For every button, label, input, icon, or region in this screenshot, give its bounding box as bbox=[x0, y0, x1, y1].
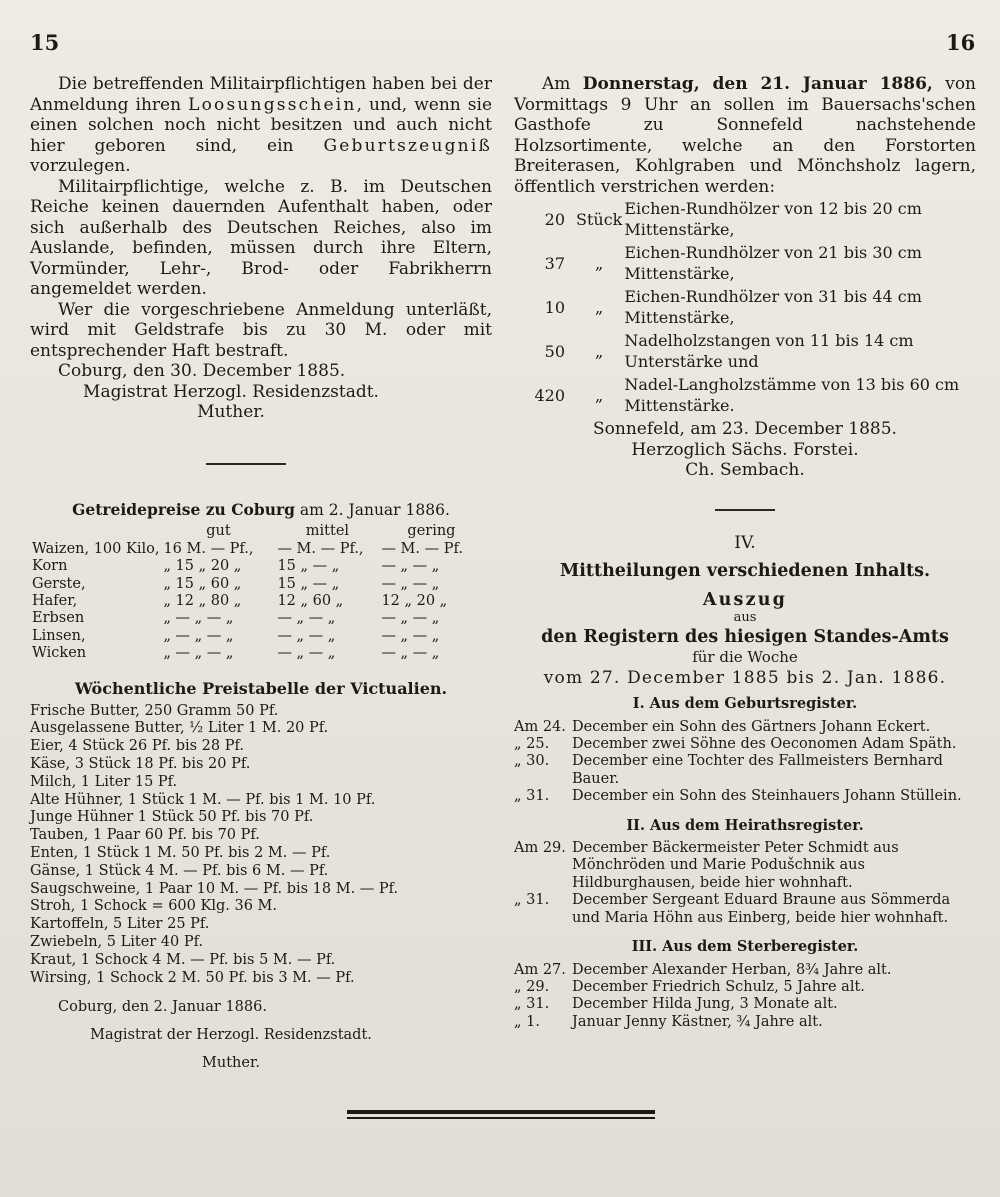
list-item bbox=[514, 788, 976, 805]
list-item: Tauben, 1 Paar 60 Pf. bis 70 Pf. bbox=[30, 827, 260, 844]
grain-price-mittel: — „ — „ bbox=[277, 610, 336, 627]
grain-name: Gerste, bbox=[32, 575, 86, 592]
grain-price-gut: „ 15 „ 20 „ bbox=[163, 558, 242, 575]
wood-description: Eichen-Rundhölzer von 12 bis 20 cm Mittenstärke, bbox=[624, 199, 922, 239]
list-item: Junge Hühner 1 Stück 50 Pf. bis 70 Pf. bbox=[30, 809, 314, 826]
table-row bbox=[30, 645, 483, 662]
table-row bbox=[514, 329, 976, 373]
notice-authority: Magistrat Herzogl. Residenzstadt. bbox=[83, 381, 379, 402]
notice-text: Die betreffenden Militairpflichtigen haben bei der Anmeldung ihren bbox=[30, 74, 492, 115]
grain-price-gering: — „ — „ bbox=[381, 575, 440, 592]
list-item: Eier, 4 Stück 26 Pf. bis 28 Pf. bbox=[30, 738, 244, 755]
table-row bbox=[514, 285, 976, 329]
list-item: Kraut, 1 Schock 4 M. — Pf. bis 5 M. — Pf. bbox=[30, 951, 336, 968]
grain-price-mittel: 15 „ — „ bbox=[277, 575, 340, 592]
wood-auction-date: Donnerstag, den 21. Januar 1886, bbox=[582, 74, 933, 94]
notice-signature: Muther. bbox=[197, 402, 265, 422]
wood-description: Eichen-Rundhölzer von 31 bis 44 cm Mittenstärke, bbox=[624, 287, 922, 327]
grain-price-gut: 16 M. — Pf., bbox=[163, 540, 254, 557]
extract-date-range: vom 27. December 1885 bis 2. Jan. 1886. bbox=[543, 667, 947, 688]
wood-intro-text: von Vormittags 9 Uhr an sollen im Bauersachs'schen Gasthofe zu Sonnefeld nachstehende Holzsortimente, welche an den Forstorten Breiterasen, Kohlgraben und Mönchsholz lagern, öffentlich verstrichen werden: bbox=[514, 74, 977, 197]
grain-name: Korn bbox=[32, 558, 68, 575]
col-header-gut: gut bbox=[206, 523, 231, 540]
table-row bbox=[514, 241, 976, 285]
list-item bbox=[514, 892, 976, 927]
grain-name: Hafer, bbox=[32, 592, 78, 609]
grain-price-gut: „ 12 „ 80 „ bbox=[163, 592, 242, 609]
grain-name: Linsen, bbox=[32, 627, 86, 644]
entry-date: „ 31. bbox=[514, 892, 550, 909]
table-row bbox=[30, 576, 483, 593]
grain-price-mittel: 15 „ — „ bbox=[277, 558, 340, 575]
entry-text: December Alexander Herban, 8¾ Jahre alt. bbox=[572, 961, 892, 978]
extract-title: Auszug bbox=[702, 589, 788, 610]
list-item bbox=[514, 1014, 976, 1031]
page-end-rule bbox=[347, 1110, 655, 1119]
list-item bbox=[514, 840, 976, 892]
wood-unit: Stück bbox=[576, 209, 623, 229]
grain-price-date: am 2. Januar 1886. bbox=[299, 500, 450, 519]
wood-unit: „ bbox=[595, 341, 604, 361]
grain-price-gut: „ — „ — „ bbox=[163, 645, 234, 662]
list-item: Saugschweine, 1 Paar 10 M. — Pf. bis 18 M. — Pf. bbox=[30, 880, 399, 897]
entry-text: December ein Sohn des Steinhauers Johann Stüllein. bbox=[572, 788, 962, 805]
entry-text: December Hilda Jung, 3 Monate alt. bbox=[572, 996, 838, 1013]
wood-quantity: 10 bbox=[544, 297, 565, 317]
militia-notice-paragraph-1 bbox=[30, 74, 492, 177]
wood-signature: Ch. Sembach. bbox=[685, 460, 805, 480]
list-item bbox=[514, 996, 976, 1013]
entry-text: December Friedrich Schulz, 5 Jahre alt. bbox=[572, 978, 865, 995]
grain-price-gering: 12 „ 20 „ bbox=[381, 592, 448, 609]
grain-price-gering: — „ — „ bbox=[381, 610, 440, 627]
wood-unit: „ bbox=[595, 297, 604, 317]
wood-unit: „ bbox=[595, 253, 604, 273]
notice-text: vorzulegen. bbox=[30, 156, 131, 176]
grain-name: Wicken bbox=[32, 645, 87, 662]
divider bbox=[715, 509, 775, 511]
entry-date: Am 24. bbox=[514, 718, 566, 735]
birth-register-list bbox=[514, 719, 976, 806]
list-item bbox=[514, 962, 976, 979]
grain-price-mittel: — „ — „ bbox=[277, 645, 336, 662]
victual-authority: Magistrat der Herzogl. Residenzstadt. bbox=[90, 1027, 372, 1044]
grain-price-gut: „ — „ — „ bbox=[163, 610, 234, 627]
list-item: Kartoffeln, 5 Liter 25 Pf. bbox=[30, 916, 210, 933]
wood-place-date: Sonnefeld, am 23. December 1885. bbox=[593, 419, 897, 439]
col-header-mittel: mittel bbox=[305, 523, 350, 540]
page-number-right: 16 bbox=[946, 30, 976, 55]
table-row bbox=[30, 610, 483, 627]
wood-quantity: 37 bbox=[544, 253, 565, 273]
list-item: Frische Butter, 250 Gramm 50 Pf. bbox=[30, 702, 279, 719]
grain-header-row bbox=[30, 523, 483, 540]
entry-text: December ein Sohn des Gärtners Johann Eckert. bbox=[572, 718, 931, 735]
table-row bbox=[514, 373, 976, 417]
grain-price-table bbox=[30, 523, 483, 662]
list-item bbox=[514, 719, 976, 736]
grain-price-mittel: — „ — „ bbox=[277, 627, 336, 644]
militia-notice-paragraph-2: Militairpflichtige, welche z. B. im Deutschen Reiche keinen dauernden Aufenthalt haben, oder sich außerhalb des Deutschen Reiches, also im Auslande, befinden, müssen durch ihre Eltern, Vormünder, Lehr-, Brod- oder Fabrikherrn angemeldet werden. bbox=[30, 176, 492, 299]
list-item: Käse, 3 Stück 18 Pf. bis 20 Pf. bbox=[30, 755, 251, 772]
list-item bbox=[514, 979, 976, 996]
victual-signature: Muther. bbox=[202, 1054, 260, 1071]
entry-date: „ 30. bbox=[514, 753, 550, 770]
wood-description: Nadel-Langholzstämme von 13 bis 60 cm Mittenstärke. bbox=[624, 375, 960, 415]
grain-price-gut: „ — „ — „ bbox=[163, 627, 234, 644]
table-row bbox=[30, 628, 483, 645]
victual-price-list bbox=[30, 703, 492, 988]
left-column bbox=[30, 74, 492, 1073]
list-item: Enten, 1 Stück 1 M. 50 Pf. bis 2 M. — Pf. bbox=[30, 844, 331, 861]
death-register-title: III. Aus dem Sterberegister. bbox=[631, 938, 859, 956]
notice-place-date: Coburg, den 30. December 1885. bbox=[58, 361, 346, 381]
grain-price-gering: — M. — Pf. bbox=[381, 540, 463, 557]
entry-text: December zwei Söhne des Oeconomen Adam Späth. bbox=[572, 735, 957, 752]
wood-authority: Herzoglich Sächs. Forstei. bbox=[631, 439, 859, 460]
table-row bbox=[514, 197, 976, 241]
section-title: Mittheilungen verschiedenen Inhalts. bbox=[559, 561, 931, 581]
wood-quantity: 420 bbox=[534, 385, 565, 405]
victual-place-date: Coburg, den 2. Januar 1886. bbox=[58, 999, 267, 1016]
table-row bbox=[30, 593, 483, 610]
militia-notice-paragraph-3: Wer die vorgeschriebene Anmeldung unterläßt, wird mit Geldstrafe bis zu 30 M. oder mit entsprechender Haft bestraft. bbox=[30, 299, 492, 361]
extract-week: für die Woche bbox=[692, 647, 798, 666]
extract-aus: aus bbox=[733, 610, 757, 625]
notice-emphasis-geburtszeugniss: Geburtszeugniß bbox=[323, 135, 493, 156]
entry-date: „ 1. bbox=[514, 1013, 540, 1030]
list-item: Wirsing, 1 Schock 2 M. 50 Pf. bis 3 M. — Pf. bbox=[30, 969, 355, 986]
section-number: IV. bbox=[734, 532, 756, 553]
list-item bbox=[514, 736, 976, 753]
page-number-left: 15 bbox=[30, 30, 60, 55]
notice-text: , und, wenn sie einen solchen noch nicht besitzen und auch nicht hier geboren sind, ein bbox=[30, 94, 493, 156]
col-header-gering: gering bbox=[407, 523, 456, 540]
entry-date: „ 25. bbox=[514, 735, 550, 752]
entry-date: Am 29. bbox=[514, 840, 566, 857]
wood-intro-text: Am bbox=[542, 74, 571, 94]
wood-lot-table bbox=[514, 197, 976, 417]
grain-price-mittel: — M. — Pf., bbox=[277, 540, 364, 557]
entry-text: December eine Tochter des Fallmeisters Bernhard Bauer. bbox=[572, 753, 943, 787]
list-item: Ausgelassene Butter, ½ Liter 1 M. 20 Pf. bbox=[30, 720, 329, 737]
birth-register-title: I. Aus dem Geburtsregister. bbox=[632, 695, 858, 712]
list-item bbox=[514, 753, 976, 788]
grain-price-gering: — „ — „ bbox=[381, 627, 440, 644]
list-item: Gänse, 1 Stück 4 M. — Pf. bis 6 M. — Pf. bbox=[30, 862, 329, 879]
entry-text: December Bäckermeister Peter Schmidt aus Mönchröden und Marie Podušchnik aus Hildburghausen, beide hier wohnhaft. bbox=[572, 840, 899, 891]
entry-date: Am 27. bbox=[514, 961, 566, 978]
grain-price-heading bbox=[30, 501, 492, 520]
grain-name: Erbsen bbox=[32, 610, 85, 627]
right-column bbox=[514, 74, 976, 1031]
divider bbox=[206, 463, 286, 465]
wood-unit: „ bbox=[595, 385, 604, 405]
grain-price-gering: — „ — „ bbox=[381, 558, 440, 575]
wood-auction-intro bbox=[514, 74, 976, 197]
wood-quantity: 50 bbox=[544, 341, 565, 361]
entry-date: „ 29. bbox=[514, 978, 550, 995]
victual-price-title: Wöchentliche Preistabelle der Victualien. bbox=[74, 678, 448, 698]
marriage-register-title: II. Aus dem Heirathsregister. bbox=[626, 816, 864, 834]
death-register-list bbox=[514, 962, 976, 1032]
wood-quantity: 20 bbox=[544, 209, 565, 229]
list-item: Zwiebeln, 5 Liter 40 Pf. bbox=[30, 933, 204, 950]
table-row bbox=[30, 558, 483, 575]
list-item: Stroh, 1 Schock = 600 Klg. 36 M. bbox=[30, 898, 277, 915]
entry-date: „ 31. bbox=[514, 996, 550, 1013]
extract-register: den Registern des hiesigen Standes-Amts bbox=[541, 627, 949, 647]
rule-thin bbox=[347, 1117, 655, 1119]
grain-price-gut: „ 15 „ 60 „ bbox=[163, 575, 242, 592]
list-item: Milch, 1 Liter 15 Pf. bbox=[30, 773, 178, 790]
marriage-register-list bbox=[514, 840, 976, 927]
entry-text: Januar Jenny Kästner, ¾ Jahre alt. bbox=[572, 1013, 823, 1030]
grain-price-mittel: 12 „ 60 „ bbox=[277, 592, 344, 609]
wood-description: Nadelholzstangen von 11 bis 14 cm Unterstärke und bbox=[624, 331, 914, 371]
grain-price-gering: — „ — „ bbox=[381, 645, 440, 662]
entry-date: „ 31. bbox=[514, 788, 550, 805]
list-item: Alte Hühner, 1 Stück 1 M. — Pf. bis 1 M. 10 Pf. bbox=[30, 791, 376, 808]
table-row bbox=[30, 541, 483, 558]
rule-thick bbox=[347, 1110, 655, 1114]
notice-emphasis-loosungsschein: Loosungsschein bbox=[188, 94, 357, 115]
wood-description: Eichen-Rundhölzer von 21 bis 30 cm Mittenstärke, bbox=[624, 243, 922, 283]
grain-price-title: Getreidepreise zu Coburg bbox=[72, 499, 295, 519]
grain-name: Waizen, 100 Kilo, bbox=[32, 540, 160, 557]
entry-text: December Sergeant Eduard Braune aus Sömmerda und Maria Höhn aus Einberg, beide hier wohnhaft. bbox=[572, 892, 951, 926]
